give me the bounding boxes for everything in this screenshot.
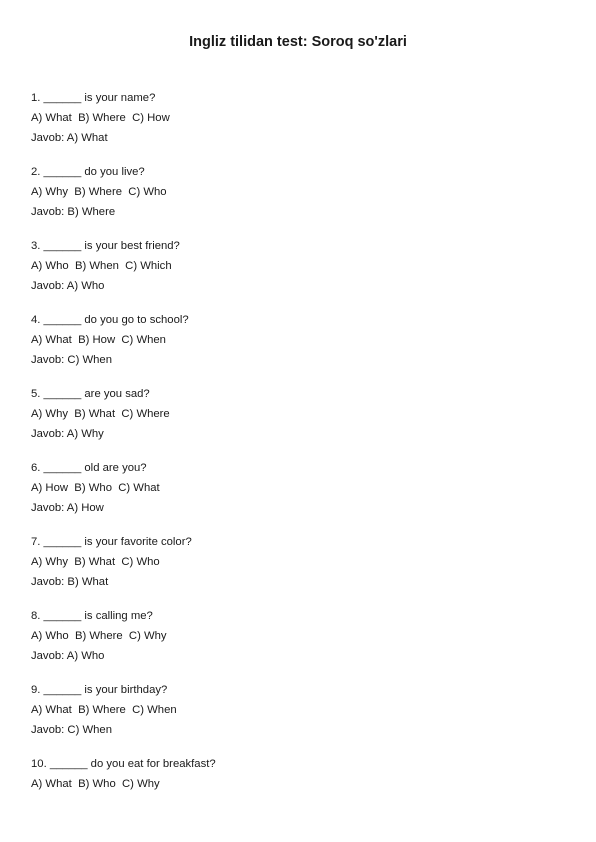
question-item — [31, 162, 571, 222]
question-prompt: 9. ______ is your birthday? — [31, 684, 168, 696]
question-prompt: 10. ______ do you eat for breakfast? — [31, 758, 216, 770]
question-answer: Javob: A) How — [31, 502, 104, 514]
question-answer: Javob: A) Who — [31, 280, 105, 292]
question-item — [31, 310, 571, 370]
question-prompt: 2. ______ do you live? — [31, 166, 145, 178]
question-prompt: 8. ______ is calling me? — [31, 610, 153, 622]
question-prompt: 6. ______ old are you? — [31, 462, 147, 474]
question-options: A) What B) Who C) Why — [31, 778, 160, 790]
question-prompt: 1. ______ is your name? — [31, 92, 156, 104]
question-options: A) Why B) What C) Where — [31, 408, 170, 420]
question-item — [31, 384, 571, 444]
question-options: A) What B) Where C) How — [31, 112, 170, 124]
question-prompt: 5. ______ are you sad? — [31, 388, 150, 400]
question-prompt: 7. ______ is your favorite color? — [31, 536, 192, 548]
question-item — [31, 754, 571, 794]
page-title: Ingliz tilidan test: Soroq so'zlari — [189, 34, 407, 50]
question-answer: Javob: B) What — [31, 576, 109, 588]
question-item — [31, 458, 571, 518]
question-options: A) What B) How C) When — [31, 334, 166, 346]
question-answer: Javob: C) When — [31, 354, 112, 366]
question-list — [31, 88, 571, 808]
question-options: A) Who B) Where C) Why — [31, 630, 167, 642]
question-item — [31, 532, 571, 592]
question-answer: Javob: A) Why — [31, 428, 104, 440]
question-answer: Javob: A) Who — [31, 650, 105, 662]
question-item — [31, 606, 571, 666]
question-item — [31, 680, 571, 740]
question-prompt: 3. ______ is your best friend? — [31, 240, 180, 252]
question-item — [31, 236, 571, 296]
question-options: A) Why B) Where C) Who — [31, 186, 167, 198]
question-options: A) Why B) What C) Who — [31, 556, 160, 568]
question-prompt: 4. ______ do you go to school? — [31, 314, 189, 326]
question-item — [31, 88, 571, 148]
question-options: A) How B) Who C) What — [31, 482, 160, 494]
question-answer: Javob: A) What — [31, 132, 108, 144]
question-answer: Javob: B) Where — [31, 206, 116, 218]
question-options: A) Who B) When C) Which — [31, 260, 172, 272]
question-answer: Javob: C) When — [31, 724, 112, 736]
question-options: A) What B) Where C) When — [31, 704, 177, 716]
